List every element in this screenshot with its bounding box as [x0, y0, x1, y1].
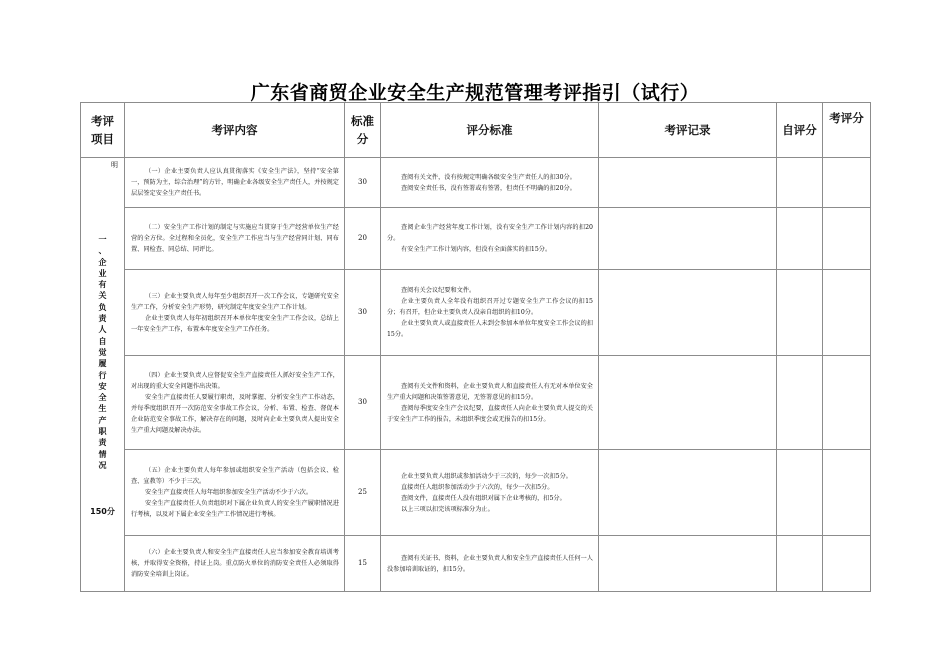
- content-cell: [125, 270, 345, 356]
- category-char: 人: [98, 325, 107, 335]
- criteria-paragraph: 查阅有关文件，没有按规定明确各级安全生产责任人的扣30分。: [401, 173, 576, 181]
- content-paragraph: （六）企业主要负责人和安全生产直接责任人应当参加安全教育培训考核，并取得安全资格，持证上岗。重点防火单位的消防安全责任人必须取得消防安全培训上岗证。: [131, 549, 339, 578]
- category-score: 150分: [90, 507, 115, 516]
- table-row: [81, 270, 871, 356]
- table-header-row: [81, 103, 871, 158]
- criteria-cell: [381, 208, 599, 270]
- category-label: [81, 234, 124, 471]
- category-char: 责: [98, 314, 107, 324]
- eval-score-cell[interactable]: [823, 270, 871, 356]
- content-paragraph: 安全生产直接责任人负责组织对下属企业负责人的安全生产履职情况进行考核，以及对下属企业安全生产工作情况进行考核。: [131, 500, 339, 518]
- header-self-score: 自评分: [777, 103, 823, 158]
- criteria-paragraph: 查阅有关证书、资料，企业主要负责人和安全生产直接责任人任何一人没参加培训取证的，扣15分。: [387, 554, 593, 573]
- category-char: 一: [98, 235, 107, 244]
- header-item: 考评 项目: [81, 103, 125, 158]
- table-row: [81, 536, 871, 592]
- eval-score-cell[interactable]: [823, 158, 871, 208]
- record-cell[interactable]: [599, 158, 777, 208]
- content-paragraph: （二）安全生产工作计划的制定与实施应当贯穿于生产经营单位生产经营的全方位。全过程和全员化，安全生产工作应当与生产经营同计划、同布置、同检查、同总结、同评比。: [131, 224, 339, 253]
- table-row: [81, 208, 871, 270]
- content-paragraph: 企业主要负责人每年初组织召开本单位年度安全生产工作会议，总结上一年安全生产工作，布置本年度安全生产工作任务。: [131, 314, 339, 333]
- criteria-paragraph: 查阅文件，直接责任人没有组织对属下企业考核的，扣5分。: [401, 494, 566, 502]
- category-char: 责: [98, 438, 107, 448]
- eval-score-cell[interactable]: [823, 450, 871, 536]
- criteria-cell: [381, 356, 599, 450]
- criteria-cell: [381, 536, 599, 592]
- self-score-cell[interactable]: [777, 158, 823, 208]
- criteria-paragraph: 查阅有关会议纪要和文件。: [401, 287, 476, 294]
- category-char: 安: [98, 381, 107, 391]
- category-char: 全: [98, 393, 107, 403]
- self-score-cell[interactable]: [777, 356, 823, 450]
- eval-score-cell[interactable]: [823, 356, 871, 450]
- criteria-cell: [381, 158, 599, 208]
- content-paragraph: （五）企业主要负责人每年参加或组织安全生产活动（包括会议、检查、宣教等）不少于三次。: [131, 467, 339, 485]
- category-char: 职: [98, 427, 107, 437]
- category-char: 行: [98, 370, 107, 380]
- standard-score-cell: 20: [345, 208, 381, 270]
- content-paragraph: （一）企业主要负责人应认真贯彻落实《安全生产法》，坚持“安全第一，预防为主，综合治理”的方针，明确企业各级安全生产责任人，并按规定层层签定安全生产责任书。: [131, 168, 339, 197]
- standard-score-cell: 25: [345, 450, 381, 536]
- criteria-cell: [381, 270, 599, 356]
- header-record: 考评记录: [599, 103, 777, 158]
- eval-score-cell[interactable]: [823, 208, 871, 270]
- category-char: 生: [98, 404, 107, 414]
- content-cell: [125, 356, 345, 450]
- table-row: [81, 356, 871, 450]
- category-char: 有: [98, 280, 107, 290]
- evaluation-table: [80, 102, 871, 592]
- criteria-paragraph: 查阅每季度安全生产会议纪要，直接责任人向企业主要负责人提交的关于安全生产工作的报告，未组织季度会或无报告的扣15分。: [387, 404, 593, 423]
- category-char: 业: [98, 268, 107, 278]
- record-cell[interactable]: [599, 270, 777, 356]
- content-paragraph: 安全生产直接责任人要履行职责，及时掌握、分析安全生产工作动态，并每季度组织召开一次防范安全事故工作会议，分析、布置、检查、督促本企业防范安全事故工作，解决存在的问题，及时向企业主要负责人提出安全生产重大问题及解决办法。: [131, 393, 339, 434]
- record-cell[interactable]: [599, 356, 777, 450]
- self-score-cell[interactable]: [777, 208, 823, 270]
- category-cell: [81, 158, 125, 592]
- self-score-cell[interactable]: [777, 450, 823, 536]
- category-char: 关: [98, 291, 107, 301]
- content-cell: [125, 536, 345, 592]
- category-char: 、: [98, 246, 107, 256]
- standard-score-cell: 30: [345, 158, 381, 208]
- criteria-paragraph: 有安全生产工作计划内容，但没有全面落实的扣15分。: [401, 246, 552, 253]
- criteria-paragraph: 以上三项以扣完该项标准分为止。: [401, 505, 494, 513]
- category-top-char: 明: [111, 161, 118, 169]
- standard-score-cell: 30: [345, 356, 381, 450]
- record-cell[interactable]: [599, 208, 777, 270]
- content-cell: [125, 208, 345, 270]
- content-paragraph: （四）企业主要负责人应督促安全生产直接责任人抓好安全生产工作，对出现的重大安全问题作出决策。: [131, 371, 339, 390]
- content-paragraph: （三）企业主要负责人每年至少组织召开一次工作会议，专题研究安全生产工作，分析安全生产形势，研究制定年度安全生产工作计划。: [131, 292, 339, 311]
- standard-score-cell: 15: [345, 536, 381, 592]
- criteria-paragraph: 查阅有关文件和资料，企业主要负责人和直接责任人有无对本单位安全生产重大问题和决策签署意见，无签署意见的扣15分。: [387, 382, 593, 401]
- criteria-paragraph: 企业主要负责人全年没有组织召开过专题安全生产工作会议的扣15分；有召开，但企业主要负责人没亲自组织的扣10分。: [387, 298, 593, 316]
- criteria-paragraph: 企业主要负责人组织或参加活动少于三次的，每少一次扣5分。: [401, 472, 572, 480]
- header-score: 标准 分: [345, 103, 381, 158]
- content-cell: [125, 158, 345, 208]
- header-criteria: 评分标准: [381, 103, 599, 158]
- category-char: 况: [98, 460, 107, 470]
- category-char: 负: [98, 302, 107, 312]
- record-cell[interactable]: [599, 536, 777, 592]
- eval-score-cell[interactable]: [823, 536, 871, 592]
- table-row: [81, 450, 871, 536]
- criteria-paragraph: 查阅安全责任书，没有签署或有签署，但责任不明确的扣20分。: [401, 184, 576, 192]
- criteria-paragraph: 查阅企业生产经营年度工作计划，没有安全生产工作计划内容的扣20分。: [387, 224, 593, 242]
- category-char: 企: [98, 257, 107, 267]
- category-char: 自: [98, 336, 107, 346]
- category-char: 情: [98, 449, 107, 459]
- criteria-paragraph: 直接责任人组织参加活动少于六次的，每少一次扣5分。: [401, 483, 554, 491]
- category-char: 觉: [98, 347, 107, 357]
- criteria-paragraph: 企业主要负责人或直接责任人未到会参加本单位年度安全工作会议的扣15分。: [387, 320, 593, 338]
- content-cell: [125, 450, 345, 536]
- criteria-cell: [381, 450, 599, 536]
- category-char: 履: [98, 359, 107, 369]
- header-content: 考评内容: [125, 103, 345, 158]
- self-score-cell[interactable]: [777, 536, 823, 592]
- content-paragraph: 安全生产直接责任人每年组织参加安全生产活动不少于六次。: [145, 489, 313, 496]
- table-row: [81, 158, 871, 208]
- category-char: 产: [98, 415, 107, 425]
- page-title: 广东省商贸企业安全生产规范管理考评指引（试行）: [250, 82, 700, 104]
- header-eval-score: 考评分: [823, 103, 871, 158]
- self-score-cell[interactable]: [777, 270, 823, 356]
- standard-score-cell: 30: [345, 270, 381, 356]
- record-cell[interactable]: [599, 450, 777, 536]
